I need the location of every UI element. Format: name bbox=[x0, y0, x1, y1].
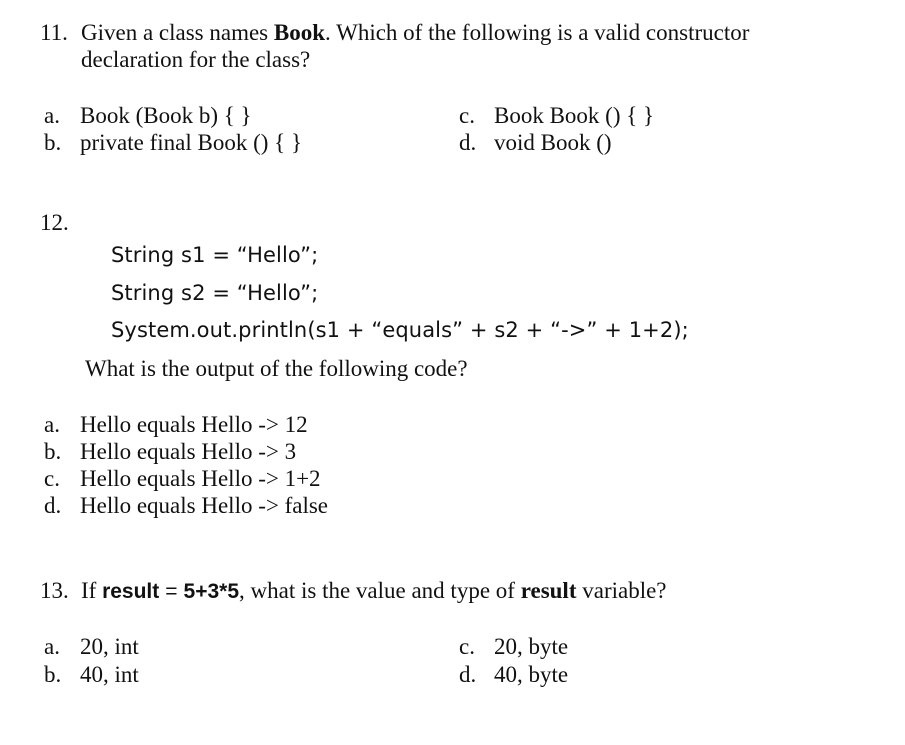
option-text: 40, int bbox=[80, 662, 139, 687]
option-text: private final Book () { } bbox=[80, 130, 302, 155]
option-letter: d. bbox=[459, 130, 477, 155]
question-number: 11. bbox=[40, 20, 68, 45]
option-letter: c. bbox=[459, 103, 475, 128]
code-line-3: System.out.println(s1 + “equals” + s2 + “->” + 1+2); bbox=[111, 318, 689, 342]
option-text: void Book () bbox=[494, 130, 612, 155]
option-text: 20, byte bbox=[494, 634, 569, 659]
option-text: Hello equals Hello -> 12 bbox=[80, 412, 308, 437]
option-letter: a. bbox=[44, 634, 60, 659]
option-text: 40, byte bbox=[494, 662, 569, 687]
option-letter: a. bbox=[44, 103, 60, 128]
code-line-2: String s2 = “Hello”; bbox=[111, 281, 319, 305]
option-letter: a. bbox=[44, 412, 60, 437]
option-letter: b. bbox=[44, 439, 62, 464]
question-number: 12. bbox=[40, 210, 69, 235]
option-letter: c. bbox=[44, 466, 60, 491]
option-letter: d. bbox=[459, 662, 477, 687]
option-text: Book (Book b) { } bbox=[80, 103, 252, 128]
question-number: 13. bbox=[40, 578, 69, 603]
option-text: Hello equals Hello -> 3 bbox=[80, 439, 297, 464]
question-text-line2: declaration for the class? bbox=[81, 47, 311, 72]
option-text: 20, int bbox=[80, 634, 139, 659]
option-text: Book Book () { } bbox=[494, 103, 655, 128]
code-line-1: String s1 = “Hello”; bbox=[111, 243, 319, 267]
option-letter: b. bbox=[44, 662, 62, 687]
option-letter: b. bbox=[44, 130, 62, 155]
question-text: If result = 5+3*5, what is the value and type of result variable? bbox=[81, 578, 667, 603]
option-text: Hello equals Hello -> false bbox=[80, 493, 329, 518]
option-text: Hello equals Hello -> 1+2 bbox=[80, 466, 321, 491]
option-letter: d. bbox=[44, 493, 62, 518]
question-text-line1: Given a class names Book. Which of the following is a valid constructor bbox=[81, 20, 750, 45]
option-letter: c. bbox=[459, 634, 475, 659]
question-prompt: What is the output of the following code? bbox=[85, 356, 468, 381]
